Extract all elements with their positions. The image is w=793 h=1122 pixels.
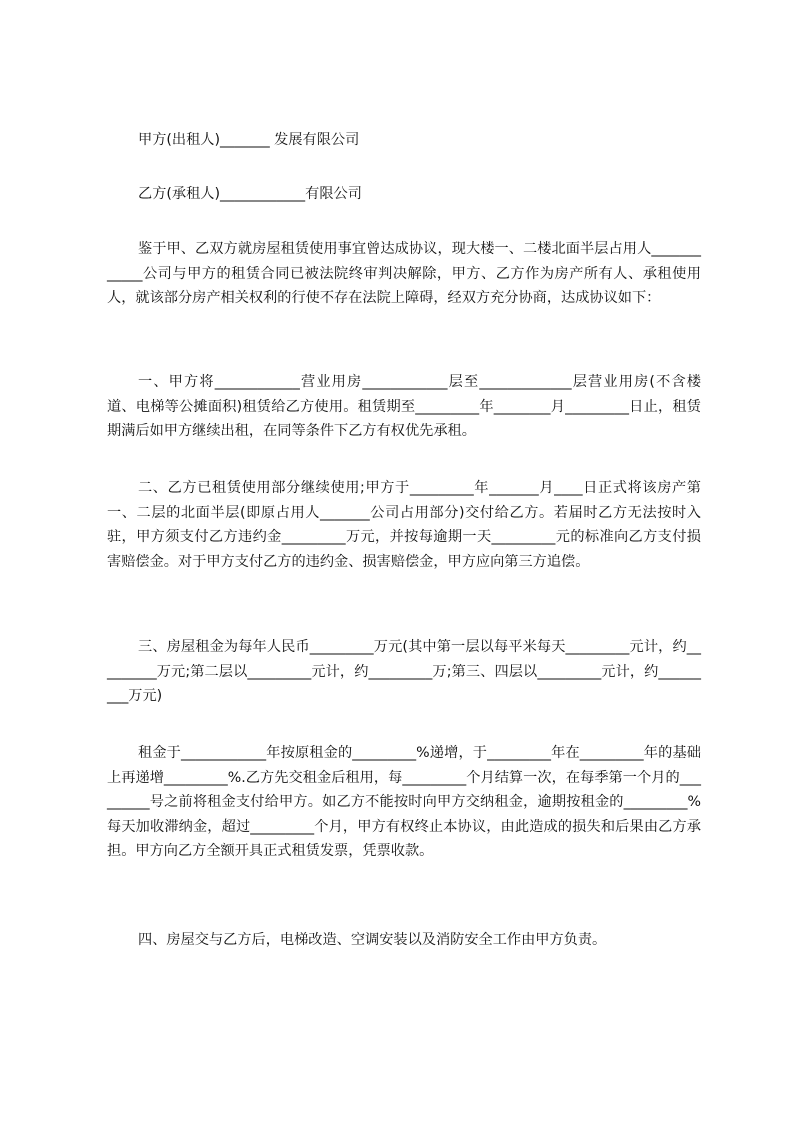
rent-terms-paragraph: 租金于____________年按原租金的_________%递增，于_________年在_________年的基础上再递增_________%.乙方先交租金后租用，每_________个月结算一次，在每季第一个月的_________号之前将租金支付给甲方。如乙方不能按时向甲方交纳租金，逾期按租金的_________%每天加收滞纳金，超过_________个月，甲方有权终止本协议，由此造成的损失和后果由乙方承担。甲方向乙方全额开具正式租赁发票，凭票收款。: [107, 745, 701, 860]
party-b-line: 乙方(承租人)____________有限公司: [138, 186, 362, 202]
clause-1-paragraph: 一、甲方将____________营业用房____________层至_____________层营业用房(不含楼道、电梯等公摊面积)租赁给乙方使用。租赁期至_________年________月_________日止，租赁期满后如甲方继续出租，在同等条件下乙方有权优先承租。: [107, 374, 701, 440]
preamble-paragraph: 鉴于甲、乙双方就房屋租赁使用事宜曾达成协议，现大楼一、二楼北面半层占用人____________公司与甲方的租赁合同已被法院终审判决解除，甲方、乙方作为房产所有人、承租使用人，就该部分房产相关权利的行使不存在法院上障碍，经双方充分协商，达成协议如下：: [107, 241, 701, 307]
clause-4-paragraph: 四、房屋交与乙方后，电梯改造、空调安装以及消防安全工作由甲方负责。: [138, 932, 607, 948]
clause-2-paragraph: 二、乙方已租赁使用部分继续使用;甲方于_________年_______月____日正式将该房产第一、二层的北面半层(即原占用人_______公司占用部分)交付给乙方。若届时乙方无法按时入驻，甲方须支付乙方违约金_________万元，并按每逾期一天_________元的标准向乙方支付损害赔偿金。对于甲方支付乙方的违约金、损害赔偿金，甲方应向第三方追偿。: [107, 480, 701, 570]
party-a-line: 甲方(出租人)_______ 发展有限公司: [138, 132, 360, 148]
clause-3-paragraph: 三、房屋租金为每年人民币_________万元(其中第一层以每平米每天_________元计，约_________万元;第二层以_________元计，约_________万;第三、四层以_________元计，约_________万元): [107, 639, 701, 705]
